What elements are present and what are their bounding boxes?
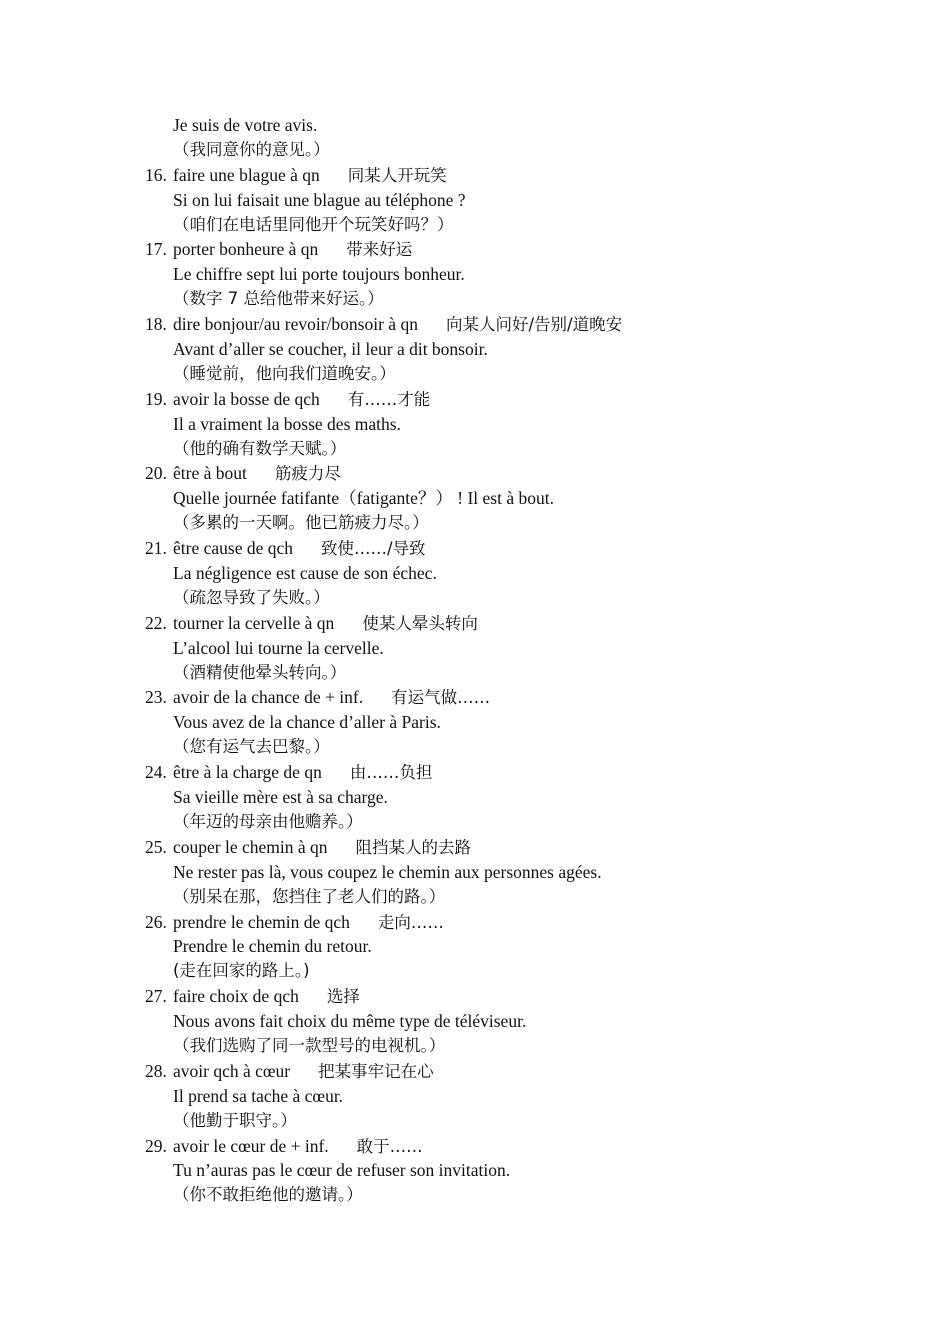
entry-example-fr: Tu n’auras pas le cœur de refuser son invitation.	[173, 1160, 511, 1181]
intro-example-fr: Je suis de votre avis.	[173, 115, 318, 135]
entry-phrase: avoir la bosse de qch	[173, 388, 320, 409]
entry-phrase: avoir qch à cœur	[173, 1060, 291, 1081]
entry-example-zh: （你不敢拒绝他的邀请。）	[173, 1185, 363, 1205]
entry-heading	[0, 312, 950, 337]
entry-example-zh: （他的确有数学天赋。）	[173, 438, 347, 458]
entry-number: 29.	[145, 1135, 167, 1156]
entry-phrase: couper le chemin à qn	[173, 836, 328, 857]
entry-phrase: être à la charge de qn	[173, 762, 322, 783]
entry-heading	[0, 163, 950, 188]
entry-meaning: 有运气做……	[391, 688, 491, 708]
entry-phrase: prendre le chemin de qch	[173, 911, 350, 932]
entry-meaning: 把某事牢记在心	[318, 1061, 434, 1081]
entry-example-fr: Quelle journée fatifante（fatigante？） ! Il est à bout.	[173, 488, 554, 509]
entry-number: 26.	[145, 911, 167, 932]
entry-heading	[0, 910, 950, 935]
entry-example-fr: Vous avez de la chance d’aller à Paris.	[173, 712, 441, 733]
entry-meaning: 有……才能	[347, 389, 431, 409]
entry-meaning: 敢于……	[356, 1136, 423, 1156]
entry-example-zh: （我们选购了同一款型号的电视机。）	[173, 1035, 446, 1055]
entry-phrase: avoir le cœur de + inf.	[173, 1135, 329, 1156]
entry-example-zh: (走在回家的路上。)	[173, 961, 310, 981]
entry-example-fr: La négligence est cause de son échec.	[173, 563, 437, 584]
entry-example-zh: （年迈的母亲由他赡养。）	[173, 811, 363, 831]
entry-heading	[0, 984, 950, 1009]
entry-number: 28.	[145, 1060, 167, 1081]
entry-example-zh: （咱们在电话里同他开个玩笑好吗？）	[173, 214, 454, 234]
entry-example-zh: （他勤于职守。）	[173, 1110, 297, 1130]
entry-example-zh: （疏忽导致了失败。）	[173, 587, 330, 607]
entry-heading	[0, 1134, 950, 1159]
entry-meaning: 同某人开玩笑	[347, 165, 447, 185]
entry-number: 27.	[145, 986, 167, 1007]
entry-example-fr: Prendre le chemin du retour.	[173, 936, 372, 957]
entry-meaning: 使某人晕头转向	[362, 613, 478, 633]
intro-example-zh: （我同意你的意见。）	[173, 139, 330, 159]
entry-example-fr: Il a vraiment la bosse des maths.	[173, 413, 401, 434]
entry-number: 18.	[145, 314, 167, 335]
entry-list	[0, 163, 950, 1208]
entry-example-fr: Avant d’aller se coucher, il leur a dit bonsoir.	[173, 339, 488, 360]
entry-meaning: 由……负担	[349, 763, 433, 783]
document-page	[0, 113, 950, 1208]
entry-example-zh: （数字 7 总给他带来好运。）	[173, 289, 384, 309]
entry-heading	[0, 685, 950, 710]
entry-number: 25.	[145, 836, 167, 857]
entry-number: 17.	[145, 239, 167, 260]
entry-meaning: 选择	[326, 987, 360, 1007]
entry-example-zh: （睡觉前，他向我们道晚安。）	[173, 363, 396, 383]
entry-number: 22.	[145, 612, 167, 633]
entry-meaning: 向某人问好/告别/道晚安	[445, 315, 623, 335]
entry-example-fr: Il prend sa tache à cœur.	[173, 1085, 344, 1106]
entry-meaning: 阻挡某人的去路	[355, 837, 472, 857]
entry-heading	[0, 237, 950, 262]
entry-number: 20.	[145, 463, 167, 484]
entry-phrase: faire choix de qch	[173, 986, 299, 1007]
entry-heading	[0, 536, 950, 561]
entry-phrase: avoir de la chance de + inf.	[173, 687, 364, 708]
entry-example-fr: Si on lui faisait une blague au téléphone ?	[173, 189, 466, 210]
entry-meaning: 走向……	[377, 912, 444, 932]
entry-example-fr: L’alcool lui tourne la cervelle.	[173, 637, 384, 658]
entry-heading	[0, 760, 950, 785]
entry-meaning: 带来好运	[346, 240, 413, 260]
entry-heading	[0, 611, 950, 636]
entry-phrase: faire une blague à qn	[173, 164, 320, 185]
entry-phrase: porter bonheure à qn	[173, 239, 319, 260]
entry-number: 23.	[145, 687, 167, 708]
entry-number: 19.	[145, 388, 167, 409]
entry-phrase: être cause de qch	[173, 538, 293, 559]
entry-phrase: être à bout	[173, 463, 247, 484]
entry-number: 24.	[145, 762, 167, 783]
entry-heading	[0, 461, 950, 486]
entry-example-fr: Nous avons fait choix du même type de téléviseur.	[173, 1011, 527, 1032]
entry-heading	[0, 1059, 950, 1084]
entry-heading	[0, 387, 950, 412]
entry-meaning: 筋疲力尽	[274, 464, 341, 484]
entry-example-zh: （多累的一天啊。他已筋疲力尽。）	[173, 513, 429, 533]
entry-example-zh: （别呆在那，您挡住了老人们的路。）	[173, 886, 446, 906]
entry-example-zh: （酒精使他晕头转向。）	[173, 662, 347, 682]
entry-example-fr: Sa vieille mère est à sa charge.	[173, 787, 388, 808]
entry-phrase: dire bonjour/au revoir/bonsoir à qn	[173, 314, 418, 335]
entry-number: 21.	[145, 538, 167, 559]
entry-number: 16.	[145, 164, 167, 185]
entry-phrase: tourner la cervelle à qn	[173, 612, 335, 633]
entry-example-fr: Le chiffre sept lui porte toujours bonheur.	[173, 264, 465, 285]
entry-meaning: 致使……/导致	[321, 539, 426, 559]
entry-example-zh: （您有运气去巴黎。）	[173, 737, 330, 757]
entry-example-fr: Ne rester pas là, vous coupez le chemin aux personnes agées.	[173, 861, 602, 882]
entry-heading	[0, 835, 950, 860]
